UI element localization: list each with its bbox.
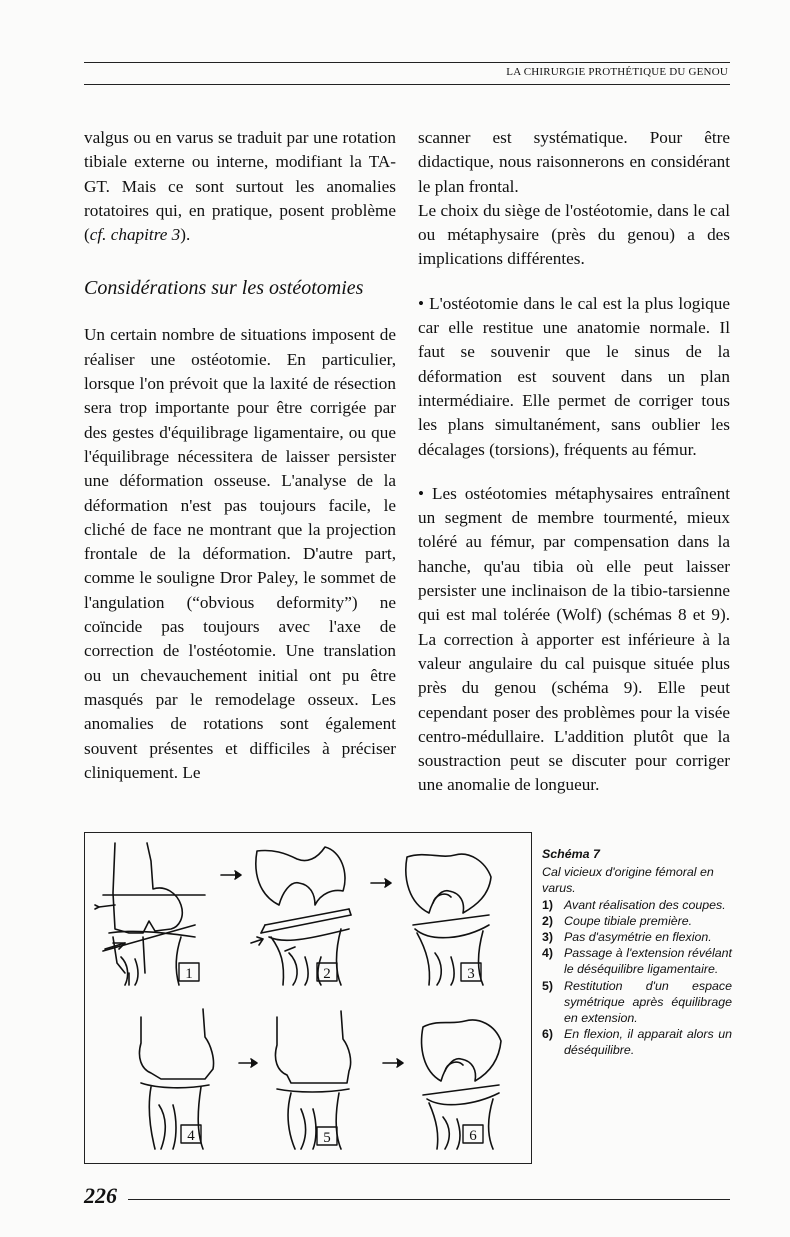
right-paragraph-3: • L'ostéotomie dans le cal est la plus logique car elle restitue une anatomie normale. Il faut se souvenir que le sinus de la déformation est souvent dans un plan intermédiaire. Elle permet de corriger tous les plans simultanément, sans oublier les décalages (torsions), fréquents au fémur.	[418, 293, 730, 459]
left-paragraph-2: Un certain nombre de situations imposent de réaliser une ostéotomie. En particulier, lorsque l'on prévoit que la laxité de résection sera trop importante pour être corrigée par des gestes d'équilibrage ligamentaire, ou que l'équilibrage nécessitera de laisser persister une déformation osseuse. L'analyse de la déformation n'est pas toujours facile, le cliché de face ne montrant que la projection frontale de la déformation. D'autre part, comme le souligne Dror Paley, le sommet de l'angulation (“obvious deformity”) ne coïncide pas toujours avec l'axe de correction de l'ostéotomie. Une translation ou un chevauchement initial ont pu être masqués par le remodelage osseux. Les anomalies de rotations sont également souvent présentes et difficiles à préciser cliniquement. Le	[84, 325, 396, 782]
caption-item-number: 1)	[542, 897, 554, 912]
left-paragraph-1	[84, 126, 396, 247]
panel-3-drawing	[406, 854, 491, 985]
left-paragraph-1-text: valgus ou en varus se traduit par une rotation tibiale externe ou interne, modifiant la TA-GT. Mais ce sont surtout les anomalies rotatoires qui, en pratique, posent problème (	[84, 128, 396, 245]
panel-4-label: 4	[187, 1128, 195, 1144]
left-column	[84, 126, 396, 785]
knee-diagrams	[85, 833, 531, 1163]
right-column	[418, 126, 730, 798]
left-paragraph-1-end: ).	[180, 225, 191, 245]
caption-item-number: 4)	[542, 946, 554, 961]
panel-1-label: 1	[185, 966, 193, 982]
caption-item	[542, 913, 732, 929]
arrow-4-5-icon	[239, 1059, 257, 1067]
caption-subtitle: Cal vicieux d'origine fémoral en varus.	[542, 865, 714, 896]
right-paragraph-4: • Les ostéotomies métaphysaires entraînent un segment de membre tourmenté, mieux toléré au fémur, par compensation dans la hanche, qu'au tibia où elle peut laisser persister une inclinaison de la tibio-tarsienne qui est mal tolérée (Wolf) (schémas 8 et 9). La correction à apporter est inférieure à la valeur angulaire du cal puisque située plus près du genou (schéma 9). Elle peut cependant poser des problèmes pour la visée centro-médullaire. L'addition plutôt que la soustraction peut se discuter pour corriger une anomalie de longueur.	[418, 483, 730, 795]
page-number: 226	[84, 1183, 117, 1208]
caption-item	[542, 978, 732, 1027]
header-rule-bottom	[84, 84, 730, 85]
caption-item-text: Passage à l'extension révélant le déséquilibre ligamentaire.	[564, 946, 732, 977]
caption-item-number: 6)	[542, 1027, 554, 1042]
chapter-reference: cf. chapitre 3	[89, 225, 181, 245]
spacer	[418, 462, 730, 482]
header-rule-top	[84, 62, 730, 63]
caption-item-text: Avant réalisation des coupes.	[564, 897, 726, 912]
caption-item-text: Restitution d'un espace symétrique après équilibrage en extension.	[564, 978, 732, 1026]
caption-item-text: En flexion, il apparait alors un déséquilibre.	[564, 1027, 732, 1058]
arrow-2-3-icon	[371, 879, 391, 887]
caption-item-text: Coupe tibiale première.	[564, 913, 693, 928]
arrow-1-2-icon	[221, 871, 241, 879]
right-paragraph-1: scanner est systématique. Pour être didactique, nous raisonnerons en considérant le plan frontal.	[418, 128, 730, 196]
schema-7-figure	[84, 832, 532, 1164]
caption-item	[542, 945, 732, 977]
panel-1-drawing	[95, 843, 205, 985]
arrow-5-6-icon	[383, 1059, 403, 1067]
panel-2-label: 2	[323, 966, 331, 982]
caption-item-text: Pas d'asymétrie en flexion.	[564, 930, 712, 945]
caption-item-number: 2)	[542, 913, 554, 928]
panel-2-drawing	[251, 847, 351, 985]
caption-item-number: 5)	[542, 978, 554, 993]
caption-item	[542, 929, 732, 945]
panel-4-drawing	[139, 1009, 213, 1149]
panel-6-label: 6	[469, 1128, 477, 1144]
panel-6-drawing	[422, 1020, 501, 1149]
caption-title: Schéma 7	[542, 847, 600, 861]
panel-5-drawing	[275, 1011, 350, 1149]
footer-rule	[128, 1199, 730, 1200]
panel-5-label: 5	[323, 1130, 331, 1146]
running-head: LA CHIRURGIE PROTHÉTIQUE DU GENOU	[506, 66, 728, 78]
figure-caption	[542, 846, 732, 1059]
caption-item-number: 3)	[542, 930, 554, 945]
spacer	[418, 272, 730, 292]
caption-list	[542, 897, 732, 1059]
section-heading: Considérations sur les ostéotomies	[84, 277, 364, 300]
right-paragraph-2: Le choix du siège de l'ostéotomie, dans le cal ou métaphysaire (près du genou) a des implications différentes.	[418, 200, 730, 269]
caption-item	[542, 897, 732, 913]
caption-item	[542, 1026, 732, 1058]
panel-3-label: 3	[467, 966, 475, 982]
